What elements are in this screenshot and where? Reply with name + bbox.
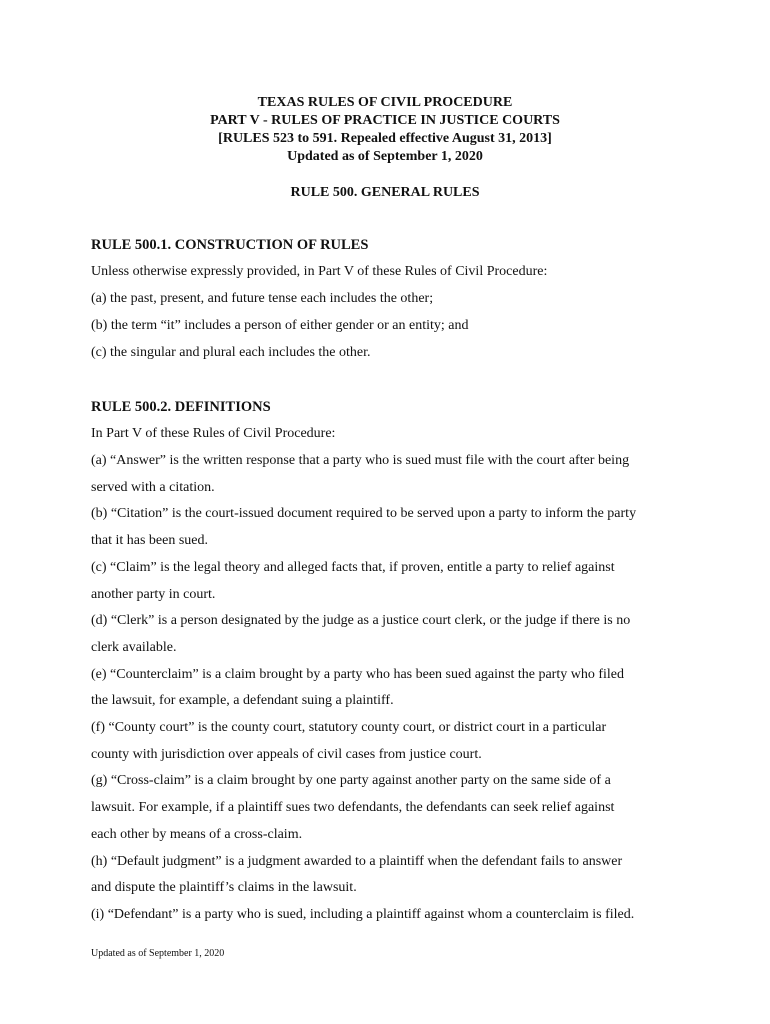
section-500-2-line: lawsuit. For example, if a plaintiff sues two defendants, the defendants can seek relief against	[91, 800, 615, 815]
section-500-2-line: (i) “Defendant” is a party who is sued, including a plaintiff against whom a counterclaim is filed.	[91, 907, 635, 922]
section-500-2-line: (b) “Citation” is the court-issued document required to be served upon a party to inform the party	[91, 506, 637, 521]
doc-title-line-2: PART V - RULES OF PRACTICE IN JUSTICE COURTS	[210, 113, 560, 128]
section-500-2-line: served with a citation.	[91, 480, 215, 495]
section-500-1-line: Unless otherwise expressly provided, in Part V of these Rules of Civil Procedure:	[91, 264, 548, 279]
section-500-2-line: clerk available.	[91, 640, 177, 655]
section-500-2-line: (e) “Counterclaim” is a claim brought by a party who has been sued against the party who filed	[91, 667, 624, 682]
page-footer: Updated as of September 1, 2020	[91, 948, 225, 959]
rule-title: RULE 500. GENERAL RULES	[290, 185, 480, 200]
section-500-2-line: (g) “Cross-claim” is a claim brought by one party against another party on the same side of a	[91, 773, 611, 788]
doc-title-line-4: Updated as of September 1, 2020	[287, 149, 483, 164]
section-500-2-line: (f) “County court” is the county court, statutory county court, or district court in a particular	[91, 720, 607, 735]
section-500-2-line: (h) “Default judgment” is a judgment awarded to a plaintiff when the defendant fails to answer	[91, 854, 623, 869]
doc-title-line-3: [RULES 523 to 591. Repealed effective August 31, 2013]	[218, 131, 552, 146]
section-500-2-line: county with jurisdiction over appeals of civil cases from justice court.	[91, 747, 482, 762]
section-500-1-line: (b) the term “it” includes a person of either gender or an entity; and	[91, 318, 469, 333]
section-500-1-line: (c) the singular and plural each includes the other.	[91, 345, 371, 360]
section-500-2-line: each other by means of a cross-claim.	[91, 827, 303, 842]
section-500-2-line: that it has been sued.	[91, 533, 209, 548]
section-500-1-line: (a) the past, present, and future tense each includes the other;	[91, 291, 434, 306]
section-heading-500-1: RULE 500.1. CONSTRUCTION OF RULES	[91, 237, 369, 253]
doc-title-line-1: TEXAS RULES OF CIVIL PROCEDURE	[257, 95, 513, 110]
section-heading-500-2: RULE 500.2. DEFINITIONS	[91, 399, 271, 415]
section-500-2-line: another party in court.	[91, 587, 216, 602]
section-500-2-line: (a) “Answer” is the written response that a party who is sued must file with the court after being	[91, 453, 630, 468]
section-500-2-line: (c) “Claim” is the legal theory and alleged facts that, if proven, entitle a party to relief against	[91, 560, 615, 575]
section-500-2-line: In Part V of these Rules of Civil Procedure:	[91, 426, 336, 441]
section-500-2-line: the lawsuit, for example, a defendant suing a plaintiff.	[91, 693, 394, 708]
section-500-2-line: (d) “Clerk” is a person designated by the judge as a justice court clerk, or the judge if there is no	[91, 613, 631, 628]
section-500-2-line: and dispute the plaintiff’s claims in the lawsuit.	[91, 880, 357, 895]
